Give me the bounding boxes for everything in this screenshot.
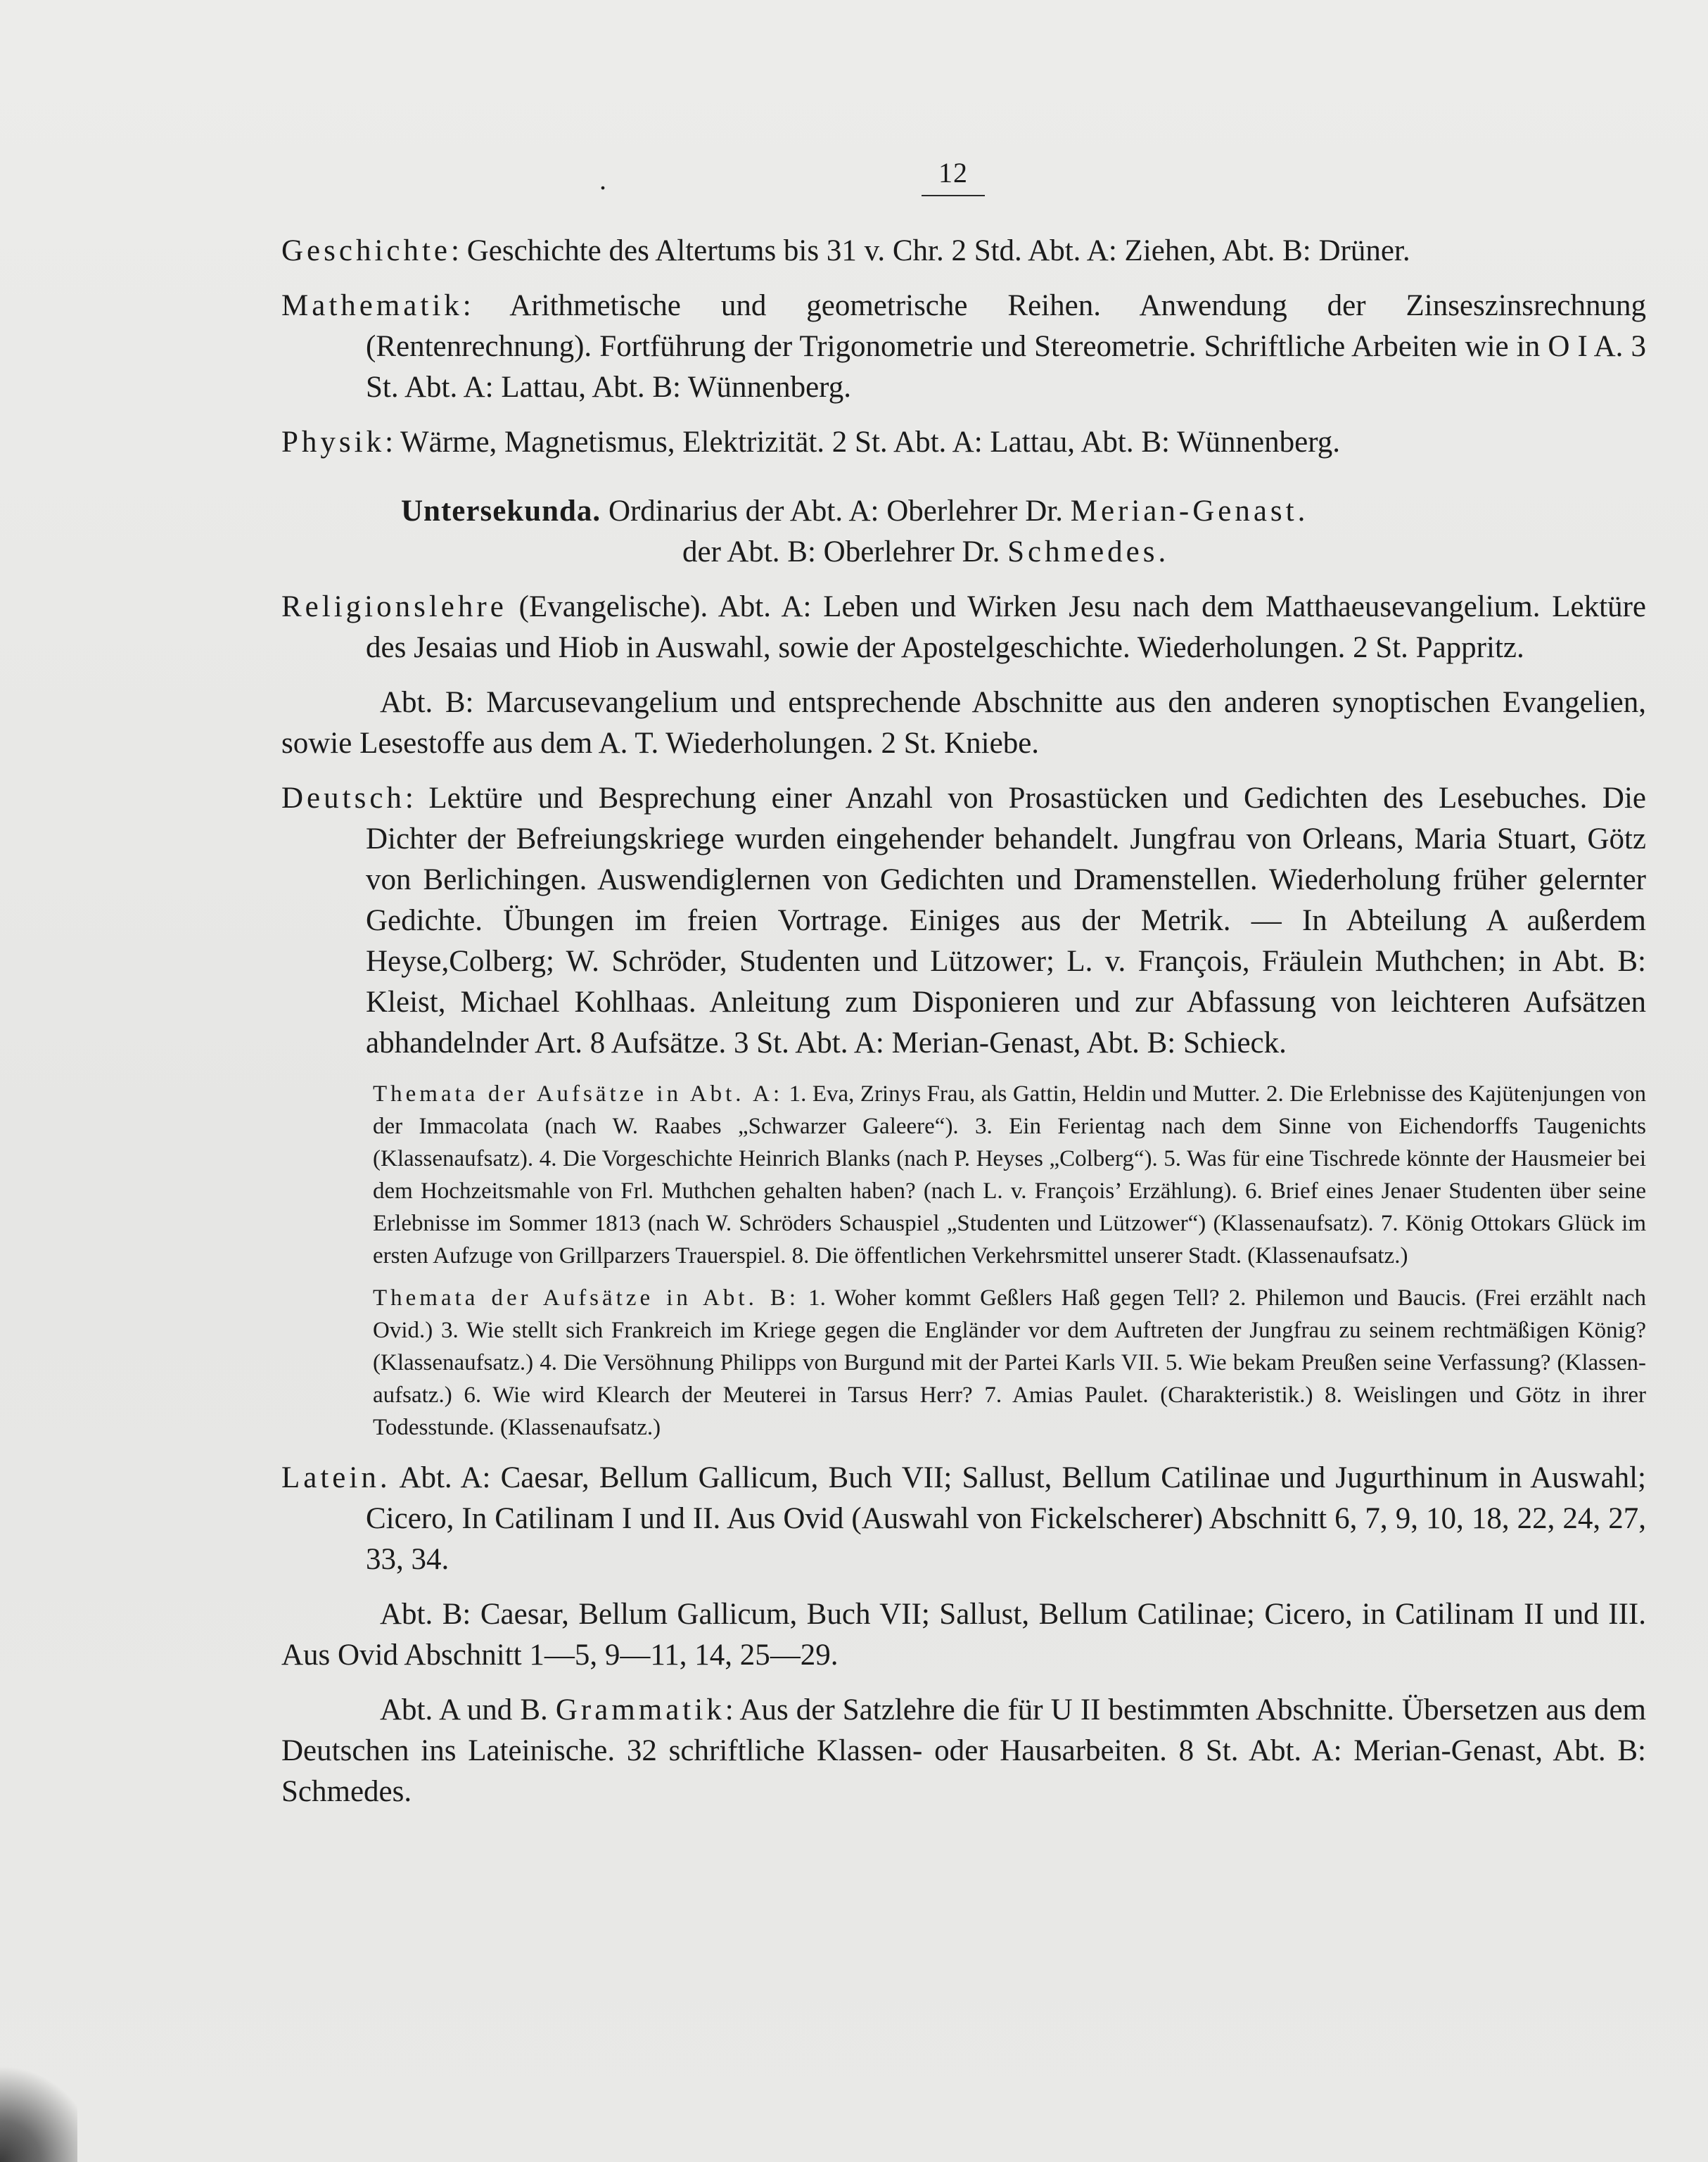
section-deutsch [281, 778, 1646, 1064]
latein-text-a: Abt. A: Caesar, Bellum Gallicum, Buch VII; Sallust, Bellum Catilinae und Jugurthinum in Auswahl; Cicero, In Catilinam I und II. Aus Ovid (Auswahl von Fickelscherer) Abschnitt 6, 7, 9, 10, 18, 22, 24, 27, 33, 34. [366, 1461, 1646, 1576]
latein-abt-b: Abt. B: Caesar, Bellum Gallicum, Buch VII; Sallust, Bellum Catilinae; Cicero, in Catilinam II und III. Aus Ovid Abschnitt 1—5, 9—11, 14, 25—29. [281, 1598, 1646, 1672]
subject-label-religion: Religionslehre [281, 590, 507, 623]
section-latein [281, 1458, 1646, 1580]
geschichte-text: : Geschichte des Altertums bis 31 v. Chr. 2 Std. Abt. A: Ziehen, Abt. B: Drüner. [451, 234, 1410, 267]
religion-text-a: (Evangelische). Abt. A: Leben und Wirken Jesu nach dem Matthaeusevangelium. Lektüre des Jesaias und Hiob in Auswahl, sowie der Apostelgeschichte. Wiederholungen. 2 St. Pappritz. [366, 590, 1646, 664]
ordinarius-a-name: Merian-Genast. [1070, 495, 1309, 528]
ordinarius-a-text: Ordinarius der Abt. A: Oberlehrer Dr. [601, 495, 1071, 528]
subject-label-latein: Latein. [281, 1461, 391, 1494]
page-content [281, 231, 1646, 1826]
section-geschichte [281, 231, 1646, 272]
deutsch-text: : Lektüre und Besprechung einer Anzahl von Prosastücken und Gedichten des Lesebuches. Die Dichter der Befreiungskriege wurden eingehender behandelt. Jungfrau von Orleans, Maria Stuart, Götz von Berlichingen. Auswendiglernen von Gedichten und Dramenstellen. Wiederholung früher gelernter Gedichte. Übungen im freien Vortrage. Einiges aus der Metrik. — In Abteilung A außerdem Heyse,Colberg; W. Schröder, Studenten und Lützower; L. v. François, Fräulein Muthchen; in Abt. B: Kleist, Michael Kohlhaas. Anleitung zum Disponieren und zur Abfassung von leichteren Aufsätzen abhandelnder Art. 8 Aufsätze. 3 St. Abt. A: Merian-Genast, Abt. B: Schieck. [366, 782, 1646, 1060]
ordinarius-b-name: Schmedes. [1007, 535, 1170, 568]
section-religion [281, 587, 1646, 668]
themata-b-text: 1. Woher kommt Geßlers Haß gegen Tell? 2. Philemon und Baucis. (Frei erzählt nach Ovid.) 3. Wie stellt sich Frankreich im Kriege gegen die Engländer vor dem Auftreten der Jungfrau zu seinem rechtmäßigen König? (Klassenaufsatz.) 4. Die Versöhnung Philipps von Burgund mit der Partei Karls VII. 5. Wie bekam Preußen seine Verfassung? (Klassenaufsatz.) 6. Wie wird Klearch der Meuterei in Tarsus Herr? 7. Amias Paulet. (Charakteristik.) 8. Weislingen und Götz in ihrer Todesstunde. (Klassenaufsatz.) [373, 1285, 1646, 1440]
section-physik [281, 422, 1646, 463]
mathematik-text: : Arithmetische und geometrische Reihen. Anwendung der Zinseszinsrechnung (Rentenrechnung). Fortführung der Trigonometrie und Stereometrie. Schriftliche Arbeiten wie in O I A. 3 St. Abt. A: Lattau, Abt. B: Wünnenberg. [366, 289, 1646, 404]
margin-dot: . [599, 164, 606, 196]
themata-a-label: Themata der Aufsätze in Abt. A: [373, 1081, 784, 1107]
subject-label-deutsch: Deutsch [281, 782, 405, 815]
themata-a-text: 1. Eva, Zrinys Frau, als Gattin, Heldin und Mutter. 2. Die Erlebnisse des Kajütenjungen von der Immacolata (nach W. Raabes „Schwarzer Galeere“). 3. Ein Ferientag nach dem Sinne von Eichendorffs Taugenichts (Klassenaufsatz). 4. Die Vorgeschichte Heinrich Blanks (nach P. Heyses „Colberg“). 5. Was für eine Tischrede könnte der Hausmeier bei dem Hochzeitsmahle von Frl. Muthchen gehalten haben? (nach L. v. François’ Erzählung). 6. Brief eines Jenaer Studenten über seine Erlebnisse im Sommer 1813 (nach W. Schröders Schauspiel „Studenten und Lützower“) (Klassenaufsatz). 7. König Ottokars Glück im ersten Aufzuge von Grillparzers Trauerspiel. 8. Die öffentlichen Verkehrsmittel unserer Stadt. (Klassenaufsatz.) [373, 1081, 1646, 1268]
class-heading-untersekunda [281, 491, 1646, 573]
religion-abt-b: Abt. B: Marcusevangelium und entsprechende Abschnitte aus den anderen synoptischen Evangelien, sowie Lesestoffe aus dem A. T. Wiederholungen. 2 St. Kniebe. [281, 686, 1646, 760]
physik-text: : Wärme, Magnetismus, Elektrizität. 2 St. Abt. A: Lattau, Abt. B: Wünnenberg. [385, 426, 1341, 459]
themata-abt-a [281, 1078, 1646, 1272]
grammatik-pre: Abt. A und B. [380, 1693, 556, 1727]
subject-label-mathematik: Mathematik [281, 289, 463, 322]
class-title: Untersekunda. [401, 495, 601, 528]
ordinarius-b-text: der Abt. B: Oberlehrer Dr. [682, 535, 1008, 568]
ordinarius-b-line [401, 532, 1646, 573]
section-mathematik [281, 286, 1646, 408]
themata-abt-b [281, 1282, 1646, 1444]
grammatik-label: Grammatik [555, 1693, 725, 1727]
subject-label-physik: Physik [281, 426, 385, 459]
themata-b-label: Themata der Aufsätze in Abt. B: [373, 1285, 800, 1311]
subject-label-geschichte: Geschichte [281, 234, 452, 267]
latein-grammatik [281, 1690, 1646, 1812]
corner-shadow [0, 2049, 77, 2162]
page-number: 12 [922, 156, 985, 196]
grammatik-text: : Aus der Satzlehre die für U II bestimmten Abschnitte. Übersetzen aus dem Deutschen ins Lateinische. 32 schriftliche Klassen- oder Hausarbeiten. 8 St. Abt. A: Merian-Genast, Abt. B: Schmedes. [281, 1693, 1646, 1808]
